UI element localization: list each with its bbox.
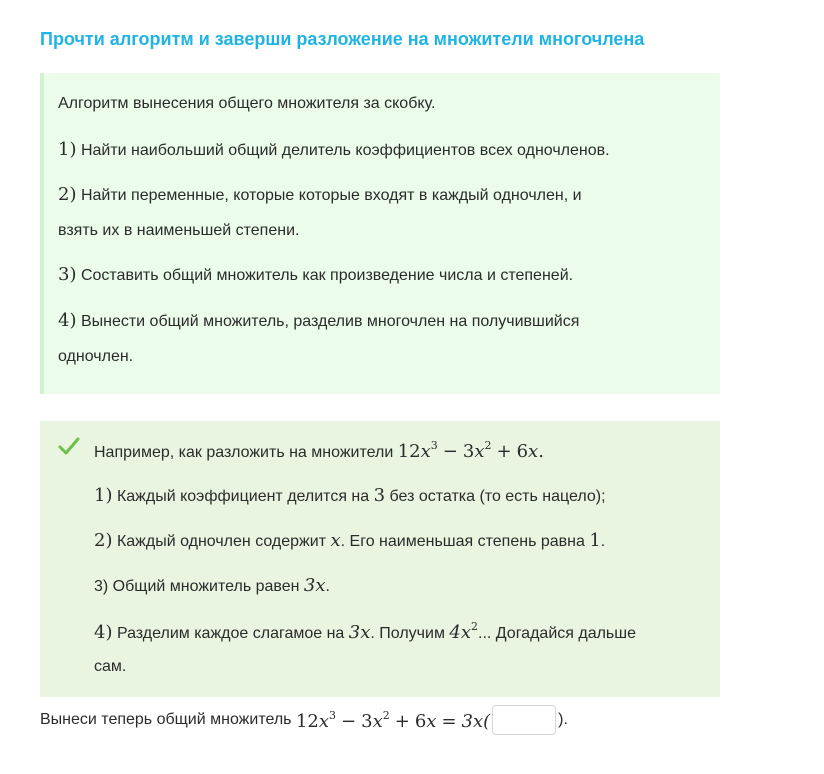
step-number: 1) — [58, 139, 77, 160]
example-step-2: 2) Каждый одночлен содержит x. Его наименьшая степень равна 1. — [94, 530, 606, 551]
final-task-polynomial: $12x^3 - 3x^2 + 6x = 3x$( — [295, 708, 491, 732]
algorithm-step-2 — [58, 184, 582, 205]
example-panel — [40, 421, 720, 697]
task-title: Прочти алгоритм и заверши разложение на множители многочлена — [40, 29, 645, 49]
example-intro — [94, 439, 544, 462]
final-task — [40, 705, 568, 735]
example-step-4: 4) Разделим каждое слагамое на 3x. Получим $4x^2$... Догадайся дальше — [94, 620, 636, 643]
step-text: Найти переменные, которые которые входят в каждый одночлен, и — [80, 187, 582, 204]
algorithm-step-2-cont: взять их в наименьшей степени. — [58, 222, 300, 239]
step-number: 2) — [58, 184, 77, 205]
final-task-text: Вынеси теперь общий множитель — [40, 711, 292, 728]
algorithm-step-1 — [58, 139, 610, 160]
example-step-3: 3) Общий множитель равен 3x. — [94, 575, 330, 596]
algorithm-step-4-cont: одночлен. — [58, 348, 134, 365]
example-step-1: 1) Каждый коэффициент делится на 3 без остатка (то есть нацело); — [94, 485, 606, 506]
step-number: 4) — [58, 310, 77, 331]
step-text: Составить общий множитель как произведение числа и степеней. — [80, 267, 574, 284]
algorithm-panel — [40, 73, 720, 394]
example-polynomial: $12x^3 - 3x^2 + 6x$. — [397, 439, 544, 462]
closing-paren: ). — [558, 711, 568, 728]
algorithm-step-3 — [58, 264, 573, 285]
example-intro-text: Например, как разложить на множители — [94, 444, 394, 461]
step-number: 3) — [58, 264, 77, 285]
example-step-4-cont: сам. — [94, 658, 127, 675]
step-text: Вынести общий множитель, разделив многочлен на получившийся — [80, 313, 580, 330]
step-text: Найти наибольший общий делитель коэффициентов всех одночленов. — [80, 142, 610, 159]
algorithm-step-4 — [58, 310, 579, 331]
checkmark-icon — [58, 435, 80, 457]
algorithm-intro: Алгоритм вынесения общего множителя за скобку. — [58, 95, 436, 112]
answer-input[interactable] — [492, 705, 556, 735]
